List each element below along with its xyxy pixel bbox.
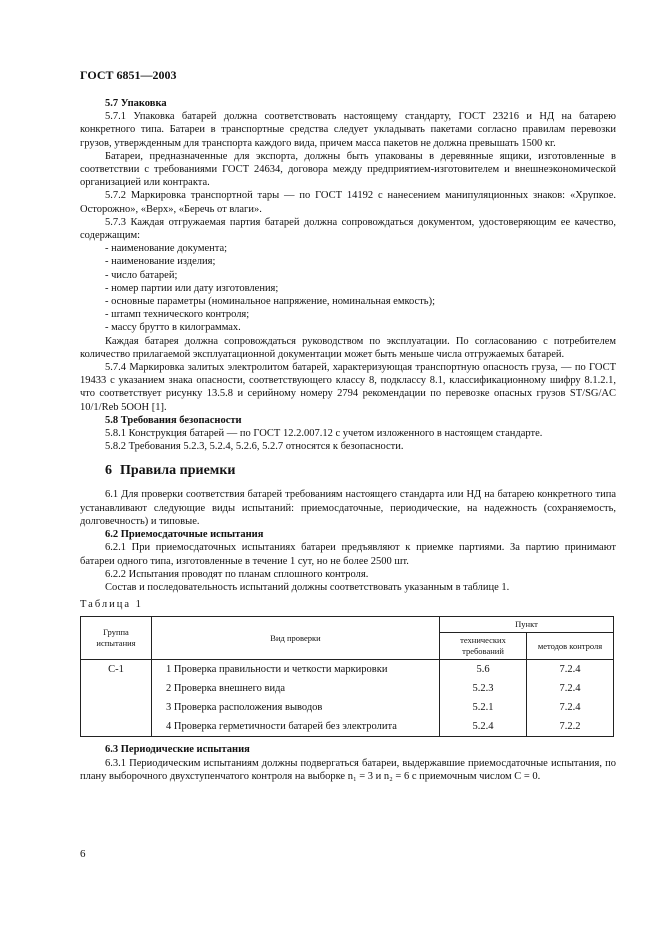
table-row bbox=[81, 717, 614, 737]
paragraph-5-7-2: 5.7.2 Маркировка транспортной тары — по ГОСТ 14192 с нанесением манипуляционных знаков: «Хрупкое. Осторожно», «Верх», «Беречь от влаги». bbox=[80, 190, 616, 215]
list-item: - номер партии или дату изготовления; bbox=[105, 282, 616, 295]
list-item: - массу брутто в килограммах. bbox=[105, 321, 616, 334]
col-header-point: Пункт bbox=[440, 617, 614, 633]
paragraph-5-7-3: 5.7.3 Каждая отгружаемая партия батарей должна сопровождаться документом, удостоверяющим ее качество, содержащим: bbox=[80, 216, 616, 242]
standard-header: ГОСТ 6851—2003 bbox=[80, 68, 177, 82]
list-item: - штамп технического контроля; bbox=[105, 308, 616, 321]
paragraph-6-2-1: 6.2.1 При приемосдаточных испытаниях батареи предъявляют к приемке партиями. За партию принимают батареи одного типа, изготовленные в течение 1 сут, но не более 2500 шт. bbox=[80, 542, 616, 567]
cell-req: 5.2.3 bbox=[440, 679, 527, 698]
paragraph-5-7-4: 5.7.4 Маркировка залитых электролитом батарей, характеризующая транспортную опасность груза, — по ГОСТ 19433 с указанием знака опасности, соответствующего классу 8, подклассу 8.1, классификационному шифру 8.1.2.1, что соответствует рисунку 13.5.8 и серийному номеру 2794 рекомендации по перевозке опасных грузов ST/SG/AC 10/1/Reb 5OOH [1]. bbox=[80, 362, 616, 413]
cell-method: 7.2.4 bbox=[527, 679, 614, 698]
col-header-req: технических требований bbox=[440, 633, 527, 660]
paragraph-manual: Каждая батарея должна сопровождаться руководством по эксплуатации. По согласованию с потребителем количество прилагаемой эксплуатационной документации может быть меньше числа отгружаемых батарей. bbox=[80, 335, 616, 360]
table-row bbox=[81, 660, 614, 680]
cell-req: 5.6 bbox=[440, 660, 527, 680]
cell-check: 4 Проверка герметичности батарей без электролита bbox=[152, 717, 440, 737]
col-header-group: Группа испытания bbox=[81, 617, 152, 660]
paragraph-5-8-2: 5.8.2 Требования 5.2.3, 5.2.4, 5.2.6, 5.2.7 относятся к безопасности. bbox=[105, 441, 404, 453]
list-item: - наименование документа; bbox=[105, 242, 616, 255]
section-5-8-heading: 5.8 Требования безопасности bbox=[105, 414, 242, 426]
table-row bbox=[81, 679, 614, 698]
paragraph-export: Батареи, предназначенные для экспорта, должны быть упакованы в деревянные ящики, изготовленные в соответствии с требованиями ГОСТ 24634, договора между предприятием-изготовителем и внешнеэкономической организацией или контракта. bbox=[80, 150, 616, 189]
cell-group bbox=[81, 717, 152, 737]
col-header-kind: Вид проверки bbox=[152, 617, 440, 660]
paragraph-6-1: 6.1 Для проверки соответствия батарей требованиям настоящего стандарта или НД на батарею конкретного типа устанавливают следующие виды испытаний: приемосдаточные, периодические, на надежность (сохраняемость, долговечность) и типовые. bbox=[80, 489, 616, 527]
cell-req: 5.2.4 bbox=[440, 717, 527, 737]
list-item: - наименование изделия; bbox=[105, 255, 616, 268]
cell-check: 3 Проверка расположения выводов bbox=[152, 698, 440, 717]
cell-group bbox=[81, 679, 152, 698]
cell-method: 7.2.4 bbox=[527, 698, 614, 717]
paragraph-table-ref: Состав и последовательность испытаний должны соответствовать указанным в таблице 1. bbox=[105, 581, 510, 593]
cell-method: 7.2.4 bbox=[527, 660, 614, 680]
cell-req: 5.2.1 bbox=[440, 698, 527, 717]
paragraph-6-3-1: 6.3.1 Периодическим испытаниям должны подвергаться батареи, выдержавшие приемосдаточные испытания, по плану выборочного двухступенчатого контроля на выборке n₁ = 3 и n₂ = 6 с приемочным числом C = 0. bbox=[80, 757, 616, 782]
section-6-title: Правила приемки bbox=[120, 463, 236, 479]
cell-group bbox=[81, 698, 152, 717]
document-body bbox=[80, 97, 616, 783]
list-item: - основные параметры (номинальное напряжение, номинальная емкость); bbox=[105, 295, 616, 308]
table-caption: Таблица 1 bbox=[80, 599, 143, 611]
paragraph-6-2-2: 6.2.2 Испытания проводят по планам сплошного контроля. bbox=[105, 568, 369, 580]
document-contents-list bbox=[80, 242, 616, 334]
cell-check: 2 Проверка внешнего вида bbox=[152, 679, 440, 698]
col-header-method: методов контроля bbox=[527, 633, 614, 660]
section-6-2-heading: 6.2 Приемосдаточные испытания bbox=[105, 529, 264, 541]
section-5-7-heading: 5.7 Упаковка bbox=[105, 98, 167, 109]
cell-group: С-1 bbox=[81, 660, 152, 680]
cell-check: 1 Проверка правильности и четкости маркировки bbox=[152, 660, 440, 680]
page-number: 6 bbox=[80, 848, 86, 860]
table-1 bbox=[80, 616, 614, 737]
table-row bbox=[81, 698, 614, 717]
section-6-3-heading: 6.3 Периодические испытания bbox=[105, 744, 250, 756]
paragraph-5-7-1: 5.7.1 Упаковка батарей должна соответствовать настоящему стандарту, ГОСТ 23216 и НД на батарею конкретного типа. Батареи в транспортные средства следует укладывать пакетами согласно правилам перевозки грузов, утвержденным для транспорта каждого вида, причем масса пакетов не должна превышать 1500 кг. bbox=[80, 111, 616, 149]
section-6-heading bbox=[105, 462, 616, 480]
cell-method: 7.2.2 bbox=[527, 717, 614, 737]
paragraph-5-8-1: 5.8.1 Конструкция батарей — по ГОСТ 12.2.007.12 с учетом изложенного в настоящем стандарте. bbox=[105, 428, 543, 440]
list-item: - число батарей; bbox=[105, 269, 616, 282]
section-6-number: 6 bbox=[105, 463, 112, 479]
